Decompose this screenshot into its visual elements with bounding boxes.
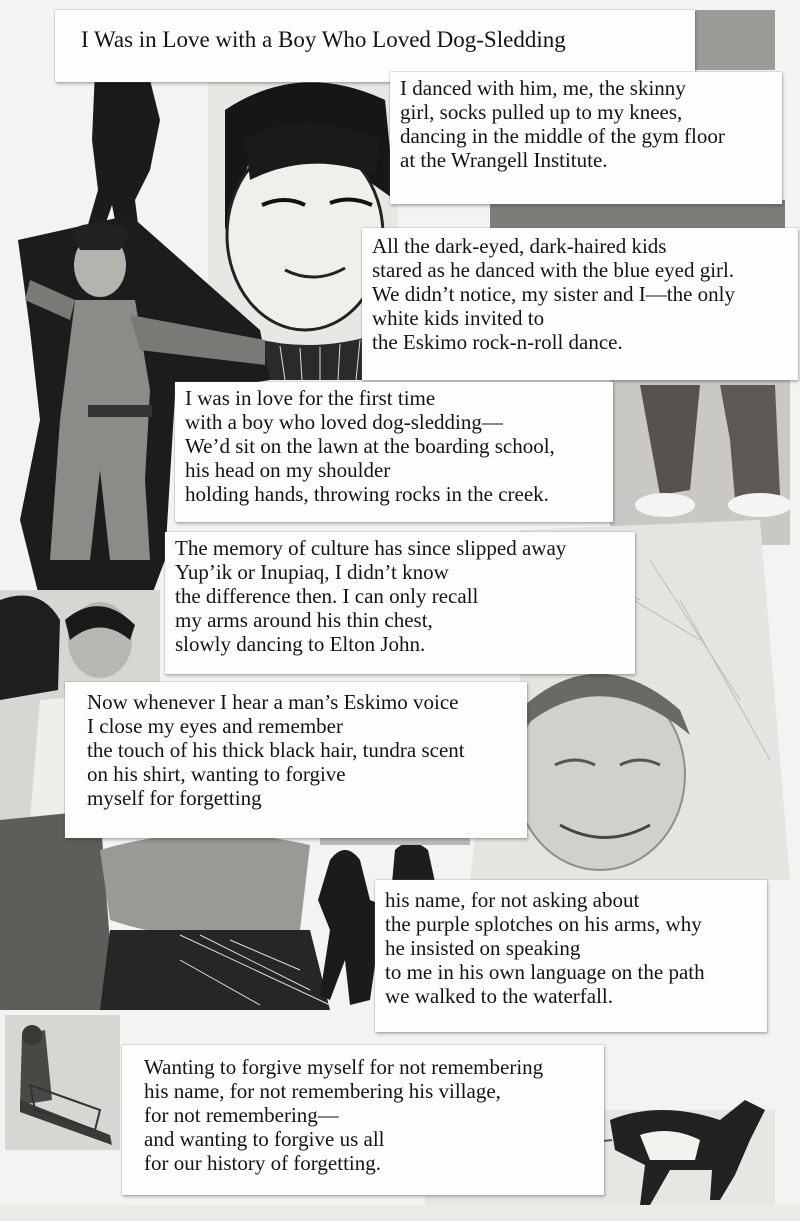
stanza-line: the Eskimo rock-n-roll dance. — [372, 330, 623, 354]
poem-title: I Was in Love with a Boy Who Loved Dog-Sledding — [55, 10, 695, 82]
stanza-line: his name, for not remembering his village, — [144, 1079, 501, 1103]
stanza-line: myself for forgetting — [87, 786, 262, 810]
stanza-line: holding hands, throwing rocks in the creek. — [185, 482, 549, 506]
stanza-line: dancing in the middle of the gym floor — [400, 124, 725, 148]
cloth-photo-image — [490, 200, 785, 230]
stanza-line: All the dark-eyed, dark-haired kids — [372, 234, 667, 258]
stanza-6 — [375, 880, 767, 1032]
stanza-2 — [362, 228, 798, 380]
sled-photo-image — [5, 1015, 120, 1150]
stanza-line: The memory of culture has since slipped away — [175, 536, 567, 560]
legs-dancing-photo-image — [610, 380, 792, 545]
stanza-line: for not remembering— — [144, 1103, 339, 1127]
stanza-line: with a boy who loved dog-sledding— — [185, 410, 503, 434]
stanza-line: Now whenever I hear a man’s Eskimo voice — [87, 690, 459, 714]
stanza-5 — [65, 682, 527, 838]
stanza-line: girl, socks pulled up to my knees, — [400, 100, 683, 124]
stanza-line: We’d sit on the lawn at the boarding school, — [185, 434, 555, 458]
stanza-line: Yup’ik or Inupiaq, I didn’t know — [175, 560, 449, 584]
stanza-1 — [390, 72, 782, 204]
stanza-line: I was in love for the first time — [185, 386, 436, 410]
stanza-line: his head on my shoulder — [185, 458, 391, 482]
stanza-line: I danced with him, me, the skinny — [400, 76, 686, 100]
stanza-line: my arms around his thin chest, — [175, 608, 433, 632]
stanza-line: stared as he danced with the blue eyed girl. — [372, 258, 735, 282]
stanza-line: for our history of forgetting. — [144, 1151, 381, 1175]
stanza-line: his name, for not asking about — [385, 888, 640, 912]
stanza-line: at the Wrangell Institute. — [400, 148, 608, 172]
stanza-4 — [165, 532, 635, 674]
stanza-line: Wanting to forgive myself for not remembering — [144, 1055, 544, 1079]
stanza-7 — [122, 1045, 604, 1195]
stanza-line: on his shirt, wanting to forgive — [87, 762, 346, 786]
stanza-line: we walked to the waterfall. — [385, 984, 613, 1008]
stanza-line: and wanting to forgive us all — [144, 1127, 385, 1151]
stanza-line: the purple splotches on his arms, why — [385, 912, 702, 936]
stanza-line: he insisted on speaking — [385, 936, 581, 960]
stanza-line: the touch of his thick black hair, tundra scent — [87, 738, 465, 762]
stanza-line: white kids invited to — [372, 306, 545, 330]
stanza-line: to me in his own language on the path — [385, 960, 705, 984]
stanza-line: We didn’t notice, my sister and I—the only — [372, 282, 736, 306]
stanza-line: I close my eyes and remember — [87, 714, 343, 738]
stanza-line: slowly dancing to Elton John. — [175, 632, 426, 656]
stanza-line: the difference then. I can only recall — [175, 584, 479, 608]
stanza-3 — [175, 382, 613, 522]
